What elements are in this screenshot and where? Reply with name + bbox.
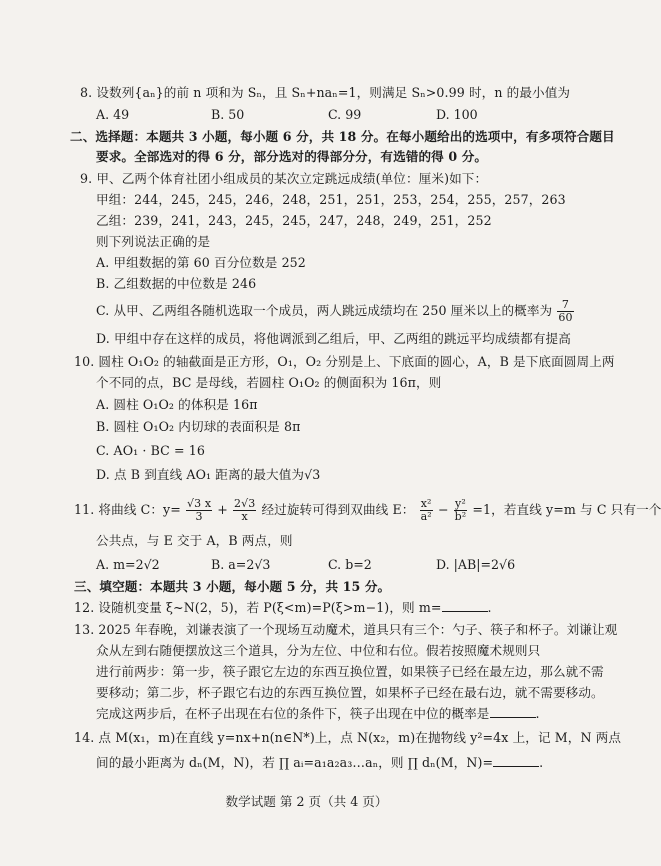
q10-option-d: D. 点 B 到直线 AO₁ 距离的最大值为√3: [96, 467, 321, 482]
q8-option-a: A. 49: [96, 107, 130, 122]
q11-fraction-2: [233, 498, 256, 523]
q14-stem-line1: 14. 点 M(x₁，m)在直线 y=nx+n(n∈N*)上，点 N(x₂，m)在抛物线 y²=4x 上，记 M，N 两点: [74, 730, 622, 745]
fraction-denominator: 60: [558, 311, 573, 324]
q13-period: .: [535, 706, 540, 721]
q9-option-c-text: C. 从甲、乙两组各随机选取一个成员，两人跳远成绩均在 250 厘米以上的概率为: [96, 303, 553, 318]
fraction-denominator: 3: [195, 510, 203, 523]
q11-options: [96, 556, 536, 574]
q8-stem: 8. 设数列{aₙ}的前 n 项和为 Sₙ，且 Sₙ+naₙ=1，则满足 Sₙ>0.99 时，n 的最小值为: [80, 85, 571, 100]
q10-stem-line1: 10. 圆柱 O₁O₂ 的轴截面是正方形，O₁，O₂ 分别是上、下底面的圆心，A，B 是下底面圆周上两: [74, 354, 615, 369]
q10-option-c: C. AO₁ · BC = 16: [96, 443, 205, 458]
q13-stem-line1: 13. 2025 年春晚，刘谦表演了一个现场互动魔术，道具只有三个：勺子、筷子和杯子。刘谦让观: [74, 622, 618, 637]
section3-title: 三、填空题：本题共 3 小题，每小题 5 分，共 15 分。: [74, 579, 391, 594]
q12-text: 12. 设随机变量 ξ~N(2，5)，若 P(ξ<m)=P(ξ>m−1)，则 m=: [74, 600, 442, 615]
q9-option-c-fraction: [557, 299, 573, 324]
q11-text-end: =1，若直线 y=m 与 C 只有一个: [472, 502, 661, 517]
q10-option-a: A. 圆柱 O₁O₂ 的体积是 16π: [96, 397, 258, 412]
q11-stem-line2: 公共点，与 E 交于 A，B 两点，则: [96, 533, 293, 548]
page-footer: 数学试题 第 2 页（共 4 页）: [225, 794, 388, 809]
q9-option-d: D. 甲组中存在这样的成员，将他调派到乙组后，甲、乙两组的跳远平均成绩都有提高: [96, 331, 571, 346]
q13-stem-line5: [96, 705, 540, 723]
q13-stem-line2: 众从左到右随便摆放这三个道具，分为左位、中位和右位。假若按照魔术规则只: [96, 643, 541, 658]
q11-plus-sign: +: [217, 502, 228, 517]
q11-fraction-1: [186, 498, 212, 523]
section2-title: 二、选择题：本题共 3 小题，每小题 6 分，共 18 分。在每小题给出的选项中，有多项符合题目: [70, 129, 615, 144]
q11-fraction-3: [420, 498, 433, 523]
q8-option-c: C. 99: [328, 107, 362, 122]
section2-rules: 要求。全部选对的得 6 分，部分选对的得部分分，有选错的得 0 分。: [96, 149, 488, 164]
fraction-numerator: 7: [557, 299, 573, 312]
q9-option-a: A. 甲组数据的第 60 百分位数是 252: [96, 255, 306, 270]
q12-stem: [74, 599, 492, 617]
fraction-numerator: x²: [420, 497, 432, 510]
fraction-denominator: x: [241, 510, 248, 523]
q9-prompt: 则下列说法正确的是: [96, 234, 211, 249]
q8-option-d: D. 100: [436, 107, 478, 122]
fraction-denominator: a²: [420, 510, 432, 523]
q11-stem-line1: [74, 498, 661, 523]
q11-text-middle: 经过旋转可得到双曲线 E：: [261, 502, 415, 517]
q10-option-b: B. 圆柱 O₁O₂ 内切球的表面积是 8π: [96, 419, 301, 434]
q13-stem-line4: 要移动；第二步，杯子跟它右边的东西互换位置，如果杯子已经在最右边，就不需要移动。: [96, 685, 604, 700]
q11-option-c: C. b=2: [328, 557, 372, 572]
q9-group-a: 甲组：244，245，245，246，248，251，251，253，254，255，257，263: [96, 192, 566, 207]
q8-option-b: B. 50: [211, 107, 245, 122]
answer-blank: [493, 754, 539, 767]
fraction-denominator: b²: [454, 510, 467, 523]
q8-options: [96, 106, 536, 124]
fraction-numerator: y²: [455, 497, 466, 510]
answer-blank: [442, 599, 488, 612]
fraction-numerator: 2√3: [234, 497, 256, 510]
q13-stem-line3: 进行前两步：第一步，筷子跟它左边的东西互换位置，如果筷子已经在最左边，那么就不需: [96, 664, 604, 679]
answer-blank: [490, 705, 536, 718]
q12-period: .: [487, 600, 492, 615]
q14-stem-line2: [96, 754, 543, 772]
q11-text-start: 11. 将曲线 C：y=: [74, 502, 181, 517]
q11-option-d: D. |AB|=2√6: [436, 557, 516, 572]
fraction-numerator: √3 x: [187, 497, 212, 510]
q9-option-c: [96, 299, 575, 324]
q11-option-a: A. m=2√2: [96, 557, 160, 572]
q9-group-b: 乙组：239，241，243，245，245，247，248，249，251，252: [96, 213, 492, 228]
q9-stem: 9. 甲、乙两个体育社团小组成员的某次立定跳远成绩(单位：厘米)如下：: [80, 171, 488, 186]
q11-minus-sign: −: [437, 502, 449, 517]
q11-fraction-4: [454, 498, 468, 523]
q10-stem-line2: 个不同的点，BC 是母线，若圆柱 O₁O₂ 的侧面积为 16π，则: [96, 375, 442, 390]
q14-text: 间的最小距离为 dₙ(M，N)，若 ∏ aᵢ=a₁a₂a₃…aₙ，则 ∏ dₙ(M，N)=: [96, 755, 494, 770]
q9-option-b: B. 乙组数据的中位数是 246: [96, 276, 257, 291]
q14-period: .: [539, 755, 544, 770]
q13-text: 完成这两步后，在杯子出现在右位的条件下，筷子出现在中位的概率是: [96, 706, 490, 721]
q11-option-b: B. a=2√3: [211, 557, 271, 572]
